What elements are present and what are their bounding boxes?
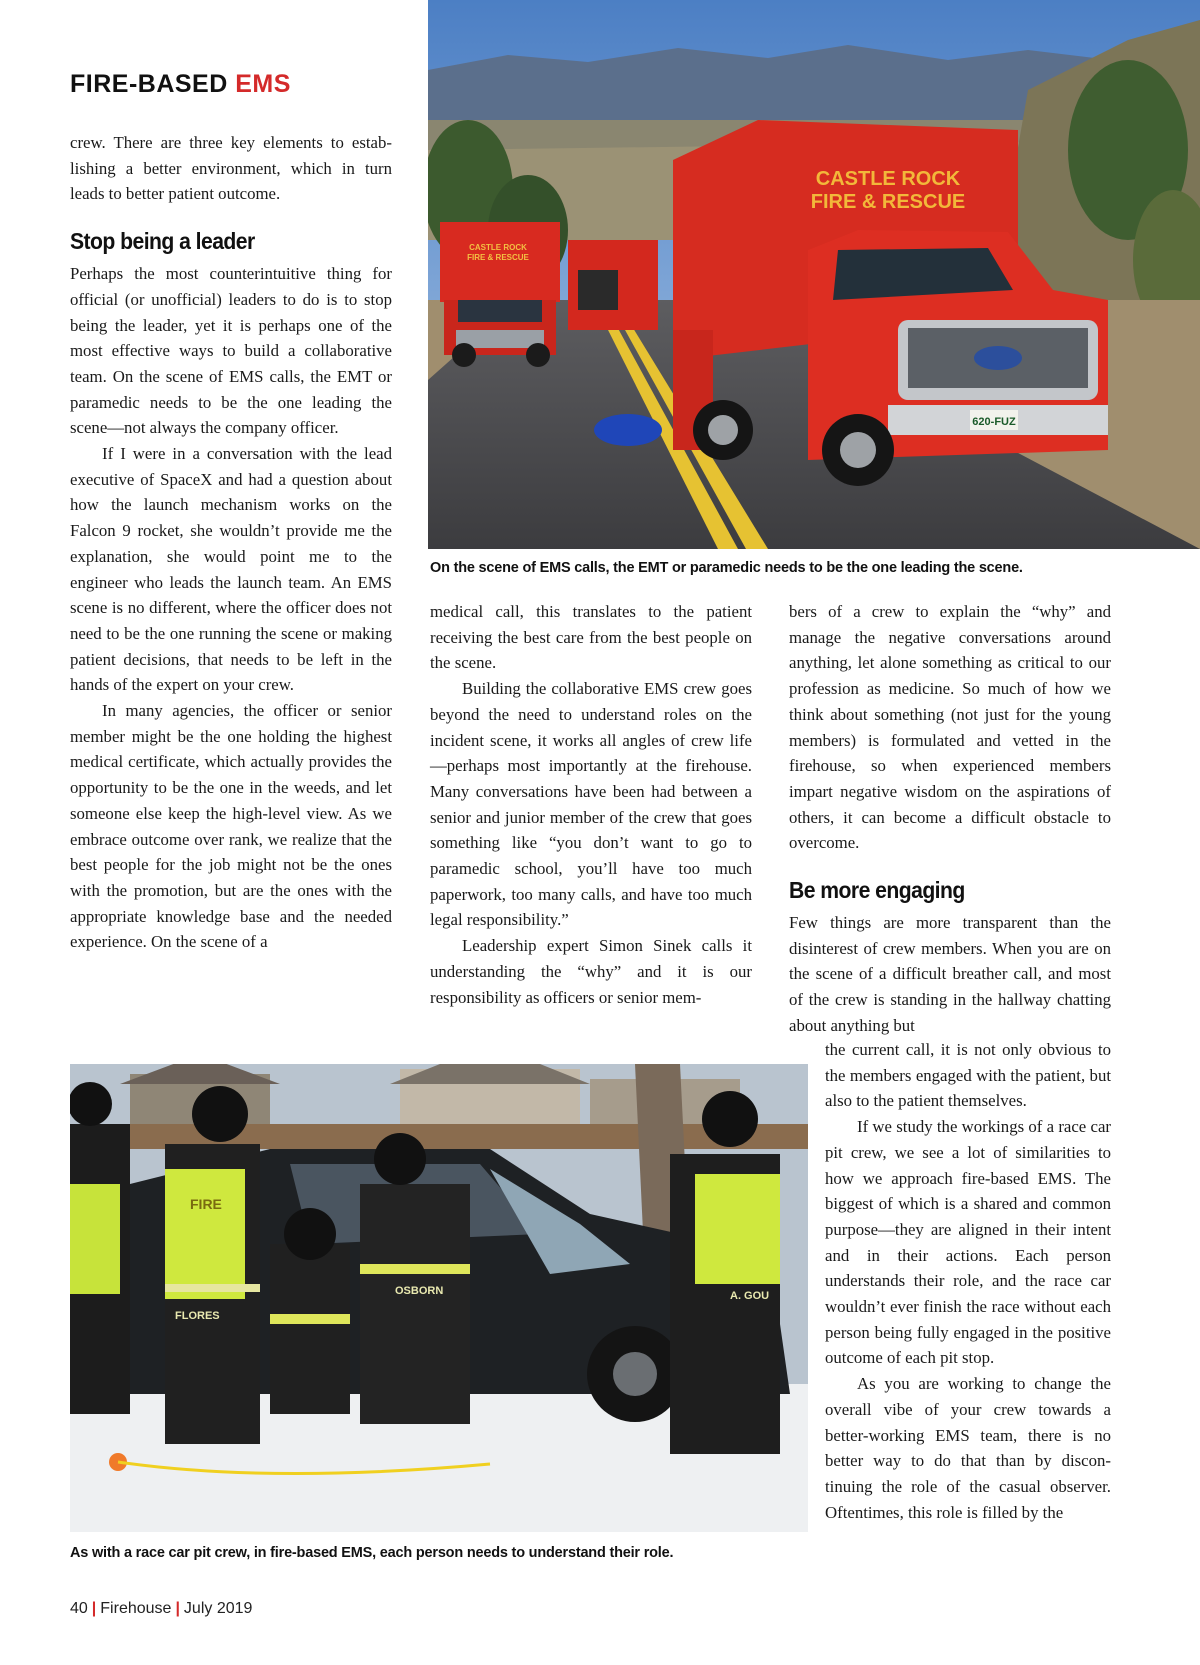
paragraph: Few things are more transparent than the disinterest of crew members. When you are on the scene of a difficult breather call, and most of the crew is standing in the hallway chatting about anything but — [789, 913, 1111, 1035]
paragraph: bers of a crew to explain the “why” and manage the negative conversations around anything, let alone something as critical to our profession as medicine. So much of how we think about something (not just for the young members) is formulated and vetted in the firehouse, so when experienced members impart negative wisdom on the aspirations of others, it can become a difficult obstacle to overcome. — [789, 602, 1111, 853]
paragraph: medical call, this translates to the patient receiving the best care from the best people on the scene. — [430, 602, 752, 673]
divider: | — [91, 1600, 97, 1617]
license-plate: 620-FUZ — [972, 416, 1016, 428]
photo-caption-bottom: As with a race car pit crew, in fire-based EMS, each person needs to understand their role. — [70, 1545, 674, 1561]
gear-label: A. GOU — [730, 1290, 770, 1302]
gear-label: FIRE — [190, 1196, 222, 1212]
page-footer — [70, 1600, 252, 1618]
column-2 — [430, 599, 752, 1010]
gear-label: FLORES — [175, 1310, 220, 1322]
page-number: 40 — [70, 1600, 88, 1617]
ambulance-photo — [428, 0, 1200, 549]
column-3 — [789, 599, 1111, 1039]
paragraph: Leadership expert Simon Sinek calls it understanding the “why” and it is our responsibility as officers or senior mem- — [430, 936, 752, 1007]
paragraph: Perhaps the most counterintuitive thing for official (or unofficial) leaders to do is to stop being the leader, yet it is perhaps one of the most effective ways to build a collaborative team. On the scene of EMS calls, the EMT or paramedic needs to be the one leading the scene—not always the company officer. — [70, 264, 392, 438]
divider: | — [175, 1600, 180, 1617]
truck-text: CASTLE ROCK — [815, 168, 961, 190]
column-1 — [70, 130, 392, 955]
issue-date: July 2019 — [183, 1600, 253, 1617]
paragraph: As you are working to change the overall vibe of your crew towards a better-working EMS team, there is no better way to do that than by discontinuing the role of the casual observer. Oftentimes, this role is filled by the — [825, 1374, 1111, 1522]
subhead-be-more-engaging: Be more engaging — [789, 877, 965, 904]
truck-text: FIRE & RESCUE — [810, 191, 966, 213]
subhead-stop-being-leader: Stop being a leader — [70, 228, 255, 255]
column-3-continued — [825, 1037, 1111, 1525]
gear-label: OSBORN — [395, 1285, 444, 1297]
firefighters-photo — [70, 1064, 808, 1532]
paragraph: crew. There are three key elements to establishing a better environment, which in turn leads to better patient outcome. — [70, 133, 392, 204]
paragraph: the current call, it is not only obvious to the members engaged with the patient, but also to the patient themselves. — [825, 1040, 1111, 1111]
section-title: FIRE-BASED — [70, 70, 228, 98]
section-header — [70, 70, 291, 99]
paragraph: If we study the workings of a race car pit crew, we see a lot of similarities to how we approach fire-based EMS. The biggest of which is a shared and common purpose—they are aligned in their intent and in their actions. Each person understands their role, and the race car wouldn’t ever finish the race without each person being fully engaged in the positive outcome of each pit stop. — [825, 1117, 1111, 1368]
section-title-accent: EMS — [235, 70, 291, 98]
small-truck-text: CASTLE ROCK — [469, 243, 527, 252]
magazine-name: Firehouse — [100, 1600, 172, 1617]
paragraph: Building the collaborative EMS crew goes beyond the need to understand roles on the incident scene, it works all angles of crew life—perhaps most importantly at the firehouse. Many conversations have been had between a senior and junior member of the crew that goes something like “you don’t want to go to paramedic school, you’ll have too much paperwork, too many calls, and have too much legal responsibility.” — [430, 679, 752, 930]
paragraph: In many agencies, the officer or senior member might be the one holding the highest medical certificate, which actually provides the opportunity to be the one in the weeds, and let someone else keep the high-level view. As we embrace outcome over rank, we realize that the best people for the job might not be the ones with the promotion, but are the ones with the appropriate knowledge base and the needed experience. On the scene of a — [70, 701, 392, 952]
photo-caption-top: On the scene of EMS calls, the EMT or paramedic needs to be the one leading the scene. — [430, 560, 1023, 576]
small-truck-text: FIRE & RESCUE — [467, 253, 529, 262]
paragraph: If I were in a conversation with the lead executive of SpaceX and had a question about how the launch mechanism works on the Falcon 9 rocket, she wouldn’t provide me the explanation, she would point me to the engineer who leads the launch team. An EMS scene is no different, where the officer does not need to be the one running the scene or making patient decisions, that needs to be left in the hands of the expert on your crew. — [70, 444, 392, 695]
